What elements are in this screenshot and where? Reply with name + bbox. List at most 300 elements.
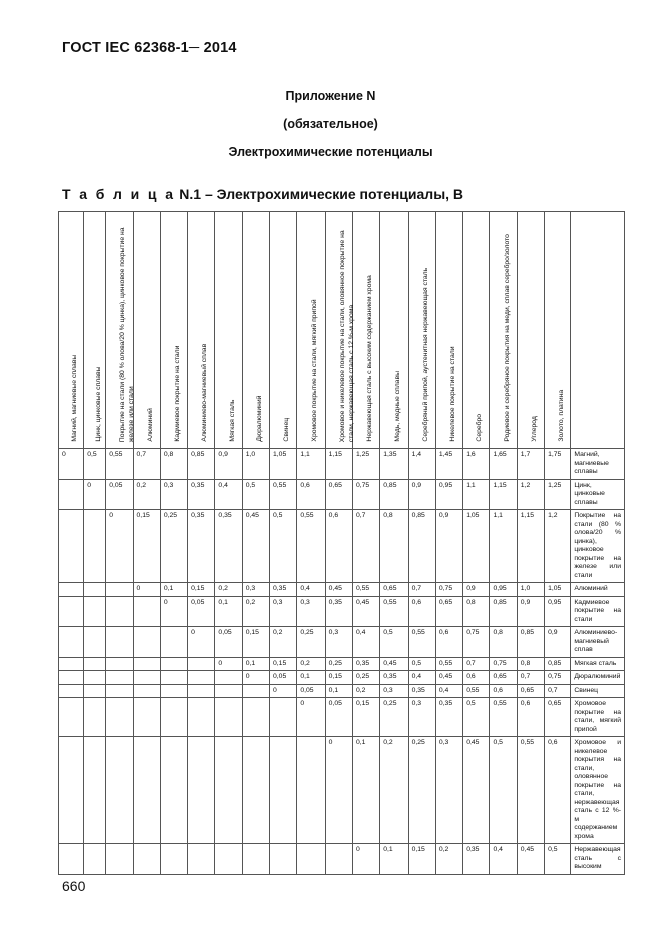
column-header [490, 212, 517, 449]
potential-cell [59, 671, 84, 685]
potential-cell: 0,4 [408, 671, 435, 685]
potential-cell: 0,65 [490, 671, 517, 685]
potential-cell: 0,15 [408, 844, 435, 875]
potential-cell: 0,2 [352, 684, 379, 698]
table-row [59, 671, 625, 685]
standard-header: ГОСТ IEC 62368-1─ 2014 [62, 40, 237, 56]
potential-cell [133, 627, 160, 658]
potential-cell: 1,4 [408, 449, 435, 480]
potential-cell: 0,3 [242, 583, 269, 597]
potential-cell: 1,25 [545, 479, 571, 510]
potential-cell [160, 657, 187, 671]
potential-cell: 0,35 [380, 671, 408, 685]
potential-cell: 0,8 [517, 657, 544, 671]
potential-cell: 0,9 [517, 596, 544, 627]
potential-cell [106, 596, 133, 627]
potential-cell [270, 698, 297, 737]
potential-cell: 1,65 [490, 449, 517, 480]
potential-cell: 0,35 [435, 698, 462, 737]
potential-cell: 0,1 [160, 583, 187, 597]
potential-cell [242, 844, 269, 875]
potential-cell: 0 [215, 657, 242, 671]
column-header-empty [571, 212, 625, 449]
potential-cell [188, 671, 215, 685]
potential-cell [84, 657, 106, 671]
potential-cell: 0 [242, 671, 269, 685]
potential-cell [84, 737, 106, 844]
potential-cell: 0,85 [517, 627, 544, 658]
potential-cell: 0,35 [188, 510, 215, 583]
potential-cell: 0,2 [215, 583, 242, 597]
potential-cell [242, 684, 269, 698]
potential-cell: 0,45 [435, 671, 462, 685]
column-header [297, 212, 325, 449]
potential-cell: 0,75 [352, 479, 379, 510]
potential-cell [106, 684, 133, 698]
potential-cell: 0,7 [517, 671, 544, 685]
potential-cell: 0 [133, 583, 160, 597]
potential-cell [270, 737, 297, 844]
table-row [59, 583, 625, 597]
potential-cell: 0,1 [325, 684, 352, 698]
potential-cell [106, 583, 133, 597]
table-row [59, 844, 625, 875]
potential-cell: 0,3 [270, 596, 297, 627]
potential-cell: 0,65 [545, 698, 571, 737]
table-caption [62, 186, 463, 202]
potential-cell: 0,5 [242, 479, 269, 510]
potential-cell: 0,7 [133, 449, 160, 480]
potential-cell: 0,55 [490, 698, 517, 737]
potential-cell [188, 684, 215, 698]
potential-cell: 1,6 [463, 449, 490, 480]
potential-cell: 0,35 [463, 844, 490, 875]
potential-cell: 0,2 [133, 479, 160, 510]
potential-cell: 0,05 [297, 684, 325, 698]
potential-cell: 0,35 [215, 510, 242, 583]
potential-cell: 0,35 [325, 596, 352, 627]
potential-cell [133, 684, 160, 698]
potential-cell [297, 844, 325, 875]
potential-cell: 0,2 [297, 657, 325, 671]
potential-cell: 0,9 [545, 627, 571, 658]
row-material-name: Мягкая сталь [571, 657, 625, 671]
potential-cell: 0,5 [490, 737, 517, 844]
potential-cell: 0,55 [352, 583, 379, 597]
potential-cell: 0,2 [242, 596, 269, 627]
potential-cell [188, 844, 215, 875]
potential-cell: 0,75 [490, 657, 517, 671]
potential-cell: 0 [160, 596, 187, 627]
potential-cell [215, 844, 242, 875]
potential-cell: 0,5 [380, 627, 408, 658]
potential-cell: 0,05 [325, 698, 352, 737]
potential-cell: 0,25 [408, 737, 435, 844]
potential-cell [133, 657, 160, 671]
potential-cell: 0,6 [408, 596, 435, 627]
potential-cell [84, 671, 106, 685]
potential-cell: 1,2 [545, 510, 571, 583]
column-header [380, 212, 408, 449]
potential-cell [188, 657, 215, 671]
potential-cell: 0,15 [133, 510, 160, 583]
row-material-name: Алюминиево-магниевый сплав [571, 627, 625, 658]
potential-cell: 1,7 [517, 449, 544, 480]
column-header-label: Алюминиево-магниевый сплав [201, 344, 209, 442]
potential-cell: 0,5 [84, 449, 106, 480]
potential-cell: 0,55 [517, 737, 544, 844]
potential-cell: 1,45 [435, 449, 462, 480]
potential-cell [59, 596, 84, 627]
row-material-name: Свинец [571, 684, 625, 698]
potential-cell: 1,1 [463, 479, 490, 510]
potential-cell [133, 737, 160, 844]
potential-cell: 0,65 [380, 583, 408, 597]
potential-cell: 0,9 [215, 449, 242, 480]
column-header-label: Магний, магниевые сплавы [71, 355, 79, 442]
potential-cell: 0,15 [325, 671, 352, 685]
potential-cell: 1,15 [517, 510, 544, 583]
appendix-name: Электрохимические потенциалы [228, 145, 433, 159]
table-row [59, 627, 625, 658]
column-header [188, 212, 215, 449]
table-row [59, 698, 625, 737]
potential-cell: 0,85 [545, 657, 571, 671]
potential-cell [59, 698, 84, 737]
potential-cell: 0,6 [297, 479, 325, 510]
potential-cell: 0,85 [188, 449, 215, 480]
row-material-name: Дюралюминий [571, 671, 625, 685]
potential-cell: 0,1 [380, 844, 408, 875]
column-header [133, 212, 160, 449]
column-header-label: Кадмиевое покрытие на стали [173, 345, 181, 442]
potential-cell: 1,05 [545, 583, 571, 597]
column-header [435, 212, 462, 449]
column-header [160, 212, 187, 449]
potential-cell: 0,45 [242, 510, 269, 583]
column-header-label: Серебряный припой, аустенитная нержавеющая сталь [421, 268, 429, 442]
potential-cell: 0,9 [408, 479, 435, 510]
potential-cell: 0,5 [408, 657, 435, 671]
potential-cell: 0,5 [270, 510, 297, 583]
potential-cell: 1,0 [242, 449, 269, 480]
potential-cell: 0,3 [160, 479, 187, 510]
potential-cell [215, 698, 242, 737]
potential-cell: 0,8 [463, 596, 490, 627]
potential-cell [325, 844, 352, 875]
column-header [84, 212, 106, 449]
potential-cell [160, 627, 187, 658]
potential-cell: 1,1 [297, 449, 325, 480]
potential-cell [106, 844, 133, 875]
potential-cell [59, 844, 84, 875]
row-material-name: Магний, магниевые сплавы [571, 449, 625, 480]
column-header-label: Родиевое и серебряное покрытия на меди, сплав серебро/золото [503, 234, 511, 442]
potential-cell: 1,1 [490, 510, 517, 583]
potential-cell [84, 596, 106, 627]
potential-cell: 0,15 [270, 657, 297, 671]
potential-cell: 0 [352, 844, 379, 875]
potential-cell: 0,95 [490, 583, 517, 597]
column-header [408, 212, 435, 449]
potential-cell [84, 583, 106, 597]
column-header-label: Золото, платина [557, 390, 565, 442]
table-row [59, 449, 625, 480]
potential-cell [242, 737, 269, 844]
potential-cell [242, 698, 269, 737]
potential-cell: 1,15 [325, 449, 352, 480]
potential-cell: 0,05 [106, 479, 133, 510]
potential-cell: 0,3 [380, 684, 408, 698]
potential-cell [133, 671, 160, 685]
potential-cell: 0,35 [352, 657, 379, 671]
column-header-label: Хромовое покрытие на стали, мягкий припой [310, 299, 318, 442]
row-material-name: Кадмиевое покрытие на стали [571, 596, 625, 627]
potential-cell: 0,65 [435, 596, 462, 627]
potentials-table [58, 211, 625, 875]
potential-cell: 0,85 [408, 510, 435, 583]
potential-cell: 0,3 [435, 737, 462, 844]
column-header [270, 212, 297, 449]
column-header [59, 212, 84, 449]
potential-cell [106, 671, 133, 685]
potential-cell: 0,5 [463, 698, 490, 737]
column-header-label: Мягкая сталь [228, 399, 236, 442]
potential-cell [59, 737, 84, 844]
potential-cell: 1,75 [545, 449, 571, 480]
potential-cell: 0,8 [160, 449, 187, 480]
potential-cell [106, 698, 133, 737]
column-header [106, 212, 133, 449]
potential-cell: 1,2 [517, 479, 544, 510]
table-header-row [59, 212, 625, 449]
potential-cell: 0,55 [106, 449, 133, 480]
column-header-label: Никелевое покрытие на стали [449, 346, 457, 442]
potential-cell: 0,25 [325, 657, 352, 671]
column-header [517, 212, 544, 449]
potential-cell: 0,6 [463, 671, 490, 685]
potential-cell [84, 684, 106, 698]
table-row [59, 596, 625, 627]
potential-cell: 0,3 [297, 596, 325, 627]
potential-cell [133, 596, 160, 627]
potential-cell: 0,55 [408, 627, 435, 658]
potential-cell: 1,05 [463, 510, 490, 583]
potential-cell: 0 [106, 510, 133, 583]
potential-cell: 0,7 [463, 657, 490, 671]
potential-cell [84, 698, 106, 737]
potential-cell: 0,2 [380, 737, 408, 844]
potential-cell: 0,55 [297, 510, 325, 583]
column-header-label: Покрытие на стали (80 % олова/20 % цинка), цинковое покрытие на железе или стали [119, 227, 135, 442]
potential-cell: 0,35 [188, 479, 215, 510]
table-row [59, 479, 625, 510]
row-material-name: Нержавеющая сталь с высоким [571, 844, 625, 875]
potential-cell [106, 627, 133, 658]
potential-cell: 0,6 [435, 627, 462, 658]
potential-cell: 0,25 [297, 627, 325, 658]
potential-cell: 0,7 [352, 510, 379, 583]
potential-cell [160, 698, 187, 737]
column-header [463, 212, 490, 449]
potential-cell: 0 [84, 479, 106, 510]
potential-cell: 0,55 [270, 479, 297, 510]
potential-cell: 0,25 [352, 671, 379, 685]
column-header-label: Нержавеющая сталь с высоким содержанием хрома [366, 275, 374, 442]
potential-cell: 0,75 [545, 671, 571, 685]
potential-cell: 0,9 [463, 583, 490, 597]
potential-cell: 0,2 [270, 627, 297, 658]
column-header [352, 212, 379, 449]
potential-cell: 0,1 [242, 657, 269, 671]
potential-cell [59, 657, 84, 671]
row-material-name: Покрытие на стали (80 % олова/20 % цинка), цинковое покрытие на железе или стали [571, 510, 625, 583]
column-header-label: Углерод [530, 416, 538, 442]
potential-cell [59, 583, 84, 597]
table-caption-prefix: Т а б л и ц а [62, 186, 176, 202]
potential-cell: 0,6 [545, 737, 571, 844]
potential-cell: 0,7 [408, 583, 435, 597]
potential-cell [270, 844, 297, 875]
potential-cell: 1,15 [490, 479, 517, 510]
row-material-name: Алюминий [571, 583, 625, 597]
row-material-name: Хромовое покрытие на стали, мягкий припой [571, 698, 625, 737]
column-header-label: Хромовое и никелевое покрытие на стали, оловянное покрытие на стали, нержавеющая сталь с 12 %-м хрома [338, 230, 355, 442]
potential-cell [106, 737, 133, 844]
potential-cell: 0,4 [435, 684, 462, 698]
table-caption-text: N.1 – Электрохимические потенциалы, В [175, 186, 464, 202]
table-row [59, 684, 625, 698]
potential-cell: 0 [59, 449, 84, 480]
potential-cell: 0,3 [408, 698, 435, 737]
potential-cell [84, 510, 106, 583]
potential-cell: 0,05 [215, 627, 242, 658]
potential-cell: 0,3 [325, 627, 352, 658]
potential-cell: 0,05 [270, 671, 297, 685]
potential-cell: 0,8 [490, 627, 517, 658]
potential-cell: 0,6 [490, 684, 517, 698]
column-header-label: Дюралюминий [255, 395, 263, 442]
potential-cell: 0,15 [242, 627, 269, 658]
row-material-name: Цинк, цинковые сплавы [571, 479, 625, 510]
potential-cell: 0 [297, 698, 325, 737]
potential-cell: 0,1 [215, 596, 242, 627]
column-header [545, 212, 571, 449]
column-header-label: Медь, медные сплавы [393, 371, 401, 442]
potential-cell: 0,15 [188, 583, 215, 597]
potential-cell: 0,65 [325, 479, 352, 510]
potential-cell: 0,45 [463, 737, 490, 844]
potential-cell: 0,85 [490, 596, 517, 627]
potential-cell [160, 684, 187, 698]
potential-cell [59, 627, 84, 658]
potential-cell: 0,95 [545, 596, 571, 627]
page-number: 660 [62, 878, 86, 894]
potential-cell [133, 844, 160, 875]
potential-cell: 0 [270, 684, 297, 698]
row-material-name: Хромовое и никелевое покрытия на стали, оловянное покрытие на стали, нержавеющая сталь с 12 %-м содержанием хрома [571, 737, 625, 844]
potential-cell: 0,4 [352, 627, 379, 658]
potential-cell: 0 [188, 627, 215, 658]
column-header-label: Свинец [283, 418, 291, 442]
potential-cell: 1,35 [380, 449, 408, 480]
column-header-label: Серебро [476, 414, 484, 442]
column-header [242, 212, 269, 449]
potential-cell: 0,45 [517, 844, 544, 875]
potential-cell: 0,75 [435, 583, 462, 597]
potential-cell [188, 737, 215, 844]
potential-cell [84, 627, 106, 658]
potential-cell: 0,95 [435, 479, 462, 510]
potential-cell [160, 844, 187, 875]
column-header [215, 212, 242, 449]
potential-cell [106, 657, 133, 671]
potential-cell [215, 684, 242, 698]
potential-cell: 0,35 [408, 684, 435, 698]
potential-cell: 0,6 [517, 698, 544, 737]
appendix-status: (обязательное) [283, 117, 378, 131]
potential-cell [160, 671, 187, 685]
potential-cell: 0,45 [325, 583, 352, 597]
potential-cell: 0,15 [352, 698, 379, 737]
table-row [59, 657, 625, 671]
potential-cell: 0,05 [188, 596, 215, 627]
column-header-label: Алюминий [146, 408, 154, 442]
potential-cell: 0,4 [490, 844, 517, 875]
potential-cell: 0,35 [270, 583, 297, 597]
potential-cell: 0,85 [380, 479, 408, 510]
potential-cell [215, 737, 242, 844]
potential-cell: 0,1 [297, 671, 325, 685]
potential-cell: 0,55 [463, 684, 490, 698]
potential-cell: 0,65 [517, 684, 544, 698]
potential-cell: 1,05 [270, 449, 297, 480]
potential-cell [133, 698, 160, 737]
column-header-label: Цинк, цинковые сплавы [94, 366, 102, 442]
potential-cell: 0,7 [545, 684, 571, 698]
potential-cell: 0 [325, 737, 352, 844]
potential-cell: 0,45 [380, 657, 408, 671]
potential-cell [59, 684, 84, 698]
column-header [325, 212, 355, 449]
potential-cell: 0,25 [380, 698, 408, 737]
potential-cell [59, 479, 84, 510]
potential-cell: 0,25 [160, 510, 187, 583]
potential-cell: 1,0 [517, 583, 544, 597]
potential-cell: 0,9 [435, 510, 462, 583]
potential-cell: 0,4 [297, 583, 325, 597]
potential-cell: 0,4 [215, 479, 242, 510]
appendix-title: Приложение N [285, 89, 376, 103]
potential-cell [160, 737, 187, 844]
potential-cell [59, 510, 84, 583]
potential-cell: 0,45 [352, 596, 379, 627]
potential-cell: 0,55 [380, 596, 408, 627]
potential-cell [84, 844, 106, 875]
potential-cell [215, 671, 242, 685]
potential-cell: 0,8 [380, 510, 408, 583]
table-row [59, 737, 625, 844]
potential-cell: 0,55 [435, 657, 462, 671]
potential-cell: 0,1 [352, 737, 379, 844]
potential-cell: 0,75 [463, 627, 490, 658]
potential-cell: 0,2 [435, 844, 462, 875]
potential-cell [188, 698, 215, 737]
potential-cell: 1,25 [352, 449, 379, 480]
table-row [59, 510, 625, 583]
potential-cell: 0,6 [325, 510, 352, 583]
potential-cell: 0,5 [545, 844, 571, 875]
